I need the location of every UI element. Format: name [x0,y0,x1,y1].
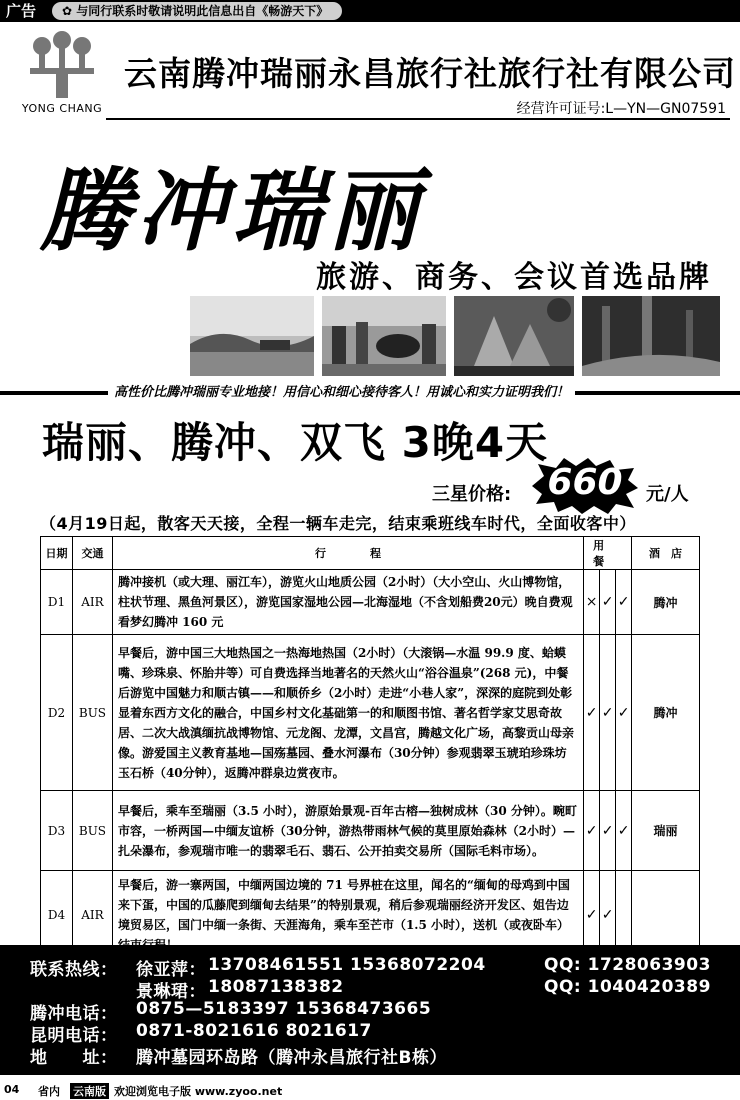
license-number: 经营许可证号:L—YN—GN07591 [516,101,726,117]
hero-slogan: 旅游、商务、会议首选品牌 [316,260,712,295]
footer-section: 省内 [38,1085,60,1098]
header-day: 日期 [41,537,73,570]
table-header-row [41,537,700,570]
header-transport: 交通 [72,537,112,570]
contact-name-1: 徐亚萍： [136,960,206,980]
tagline: 高性价比腾冲瑞丽专业地接！用信心和细心接待客人！用诚心和实力证明我们！ [108,383,575,403]
row-meal-breakfast: ✓ [584,871,600,959]
hotline-label: 联系热线： [30,960,118,980]
row-day: D3 [41,791,73,871]
offer-note: （4月19日起，散客天天接，全程一辆车走完，结束乘班线车时代，全面收客中） [40,514,636,533]
row-hotel: 腾冲 [632,635,700,791]
contact-block [0,945,740,1075]
row-hotel: 瑞丽 [632,791,700,871]
kunming-label: 昆明电话： [30,1026,118,1046]
row-meal-breakfast: ✓ [584,635,600,791]
row-transport: AIR [72,871,112,959]
footer-tag: 云南版 [70,1083,109,1099]
ad-tag: 广告 [0,0,42,22]
hero-title: 腾冲瑞丽 [40,158,424,264]
tengchong-phones: 0875—5183397 15368473665 [136,999,432,1019]
row-meal-breakfast: × [584,570,600,635]
row-day: D4 [41,871,73,959]
row-transport: BUS [72,791,112,871]
top-bar [0,0,740,22]
source-notice: ✿ 与同行联系时敬请说明此信息出自《畅游天下》 [52,2,342,20]
row-meal-lunch: ✓ [600,570,616,635]
row-meal-dinner: ✓ [616,791,632,871]
row-transport: AIR [72,570,112,635]
row-itinerary: 早餐后，游一寨两国，中缅两国边境的 71 号界桩在这里，闻名的“缅甸的母鸡到中国来下蛋，中国的瓜藤爬到缅甸去结果”的特别景观，稍后参观瑞丽经济开发区、姐告边境贸易区，国门中缅一条街、天涯海角，乘车至芒市（1.5 小时），送机（或夜卧车） [112,871,583,959]
company-logo [12,28,112,120]
contact-name-2: 景琳珺： [136,982,206,1002]
row-meal-lunch: ✓ [600,871,616,959]
row-transport: BUS [72,635,112,791]
page-footer [0,1078,740,1100]
page-number: 04 [4,1083,20,1096]
qq-2: QQ: 1040420389 [544,977,711,997]
footer-text: 欢迎浏览电子版 www.zyoo.net [114,1085,283,1098]
tengchong-label: 腾冲电话： [30,1004,118,1024]
row-itinerary: 早餐后，乘车至瑞丽（3.5 小时），游原始景观-百年古榕—独树成林（30 分钟）。畹町市容，一桥两国—中缅友谊桥（30分钟，游热带雨林气候的莫里原始森林（2小时）—扎朵瀑布，参观瑞市唯一的翡翠毛石、翡石、公开拍卖交易所（国际毛料市场）。 [112,791,583,871]
header-meals: 用餐 [584,537,632,570]
company-name: 云南腾冲瑞丽永昌旅行社旅行社有限公司 [124,54,736,93]
logo-caption: YONG CHANG [21,102,103,115]
row-meal-lunch: ✓ [600,791,616,871]
address-value: 腾冲墓园环岛路（腾冲永昌旅行社B栋） [136,1048,447,1068]
ox-cart-photo [322,296,446,376]
table-row [41,635,700,791]
row-day: D1 [41,570,73,635]
row-meal-dinner: ✓ [616,570,632,635]
row-day: D2 [41,635,73,791]
lake-photo [190,296,314,376]
table-row [41,570,700,635]
address-label: 地 址： [30,1048,118,1068]
row-meal-lunch: ✓ [600,635,616,791]
tagline-strip [0,381,740,405]
photo-strip [190,296,720,376]
price-value: 660 [547,462,623,503]
contact-phones-1: 13708461551 15368072204 [208,955,486,975]
kunming-phones: 0871-8021616 8021617 [136,1021,372,1041]
table-row [41,791,700,871]
handshake-icon: ✿ [62,4,77,18]
price-label: 三星价格: [432,484,512,505]
crown-tree-icon [12,28,112,102]
row-meal-dinner: ✓ [616,635,632,791]
row-itinerary: 早餐后，游中国三大地热国之一热海地热国（2小时）（大滚锅—水温 99.9 度、蛤蟆嘴、珍珠泉、怀胎井等）可自费选择当地著名的天然火山“浴谷温泉”(268 元)，中餐后游览中国魅力和顺古镇——和顺侨乡（2小时）走进“小巷人家”，深深的庭院到处彰显着东西方文化的融合，中国乡村文化基础第一的和顺图书馆、著名哲学家艾思奇故居、二次大战滇缅抗战博物馆、元龙阁、龙潭，文昌宫，腾越文化广场，高黎贡山母亲像。游爱国主义教育基地—国殇墓园、叠水河瀑布（30分钟）参观翡翠玉琥珀珍珠坊玉石桥（40分钟），返腾冲群泉边赏夜市。 [112,635,583,791]
row-hotel: 腾冲 [632,570,700,635]
itinerary-table [40,536,700,959]
header-divider [106,118,730,120]
price-unit: 元/人 [646,484,689,505]
header-hotel: 酒 店 [632,537,700,570]
contact-phones-2: 18087138382 [208,977,344,997]
qq-1: QQ: 1728063903 [544,955,711,975]
route-title: 瑞丽、腾冲、双飞 3晚4天 [42,418,549,467]
pagoda-photo [454,296,574,376]
forest-photo [582,296,720,376]
row-itinerary: 腾冲接机（或大理、丽江车），游览火山地质公园（2小时）（大小空山、火山博物馆，柱状节理、黑鱼河景区），游览国家湿地公园—北海湿地（不含划船费20元）晚自费观看梦幻腾冲 160 元 [112,570,583,635]
header-itinerary: 行 程 [112,537,583,570]
row-meal-breakfast: ✓ [584,791,600,871]
